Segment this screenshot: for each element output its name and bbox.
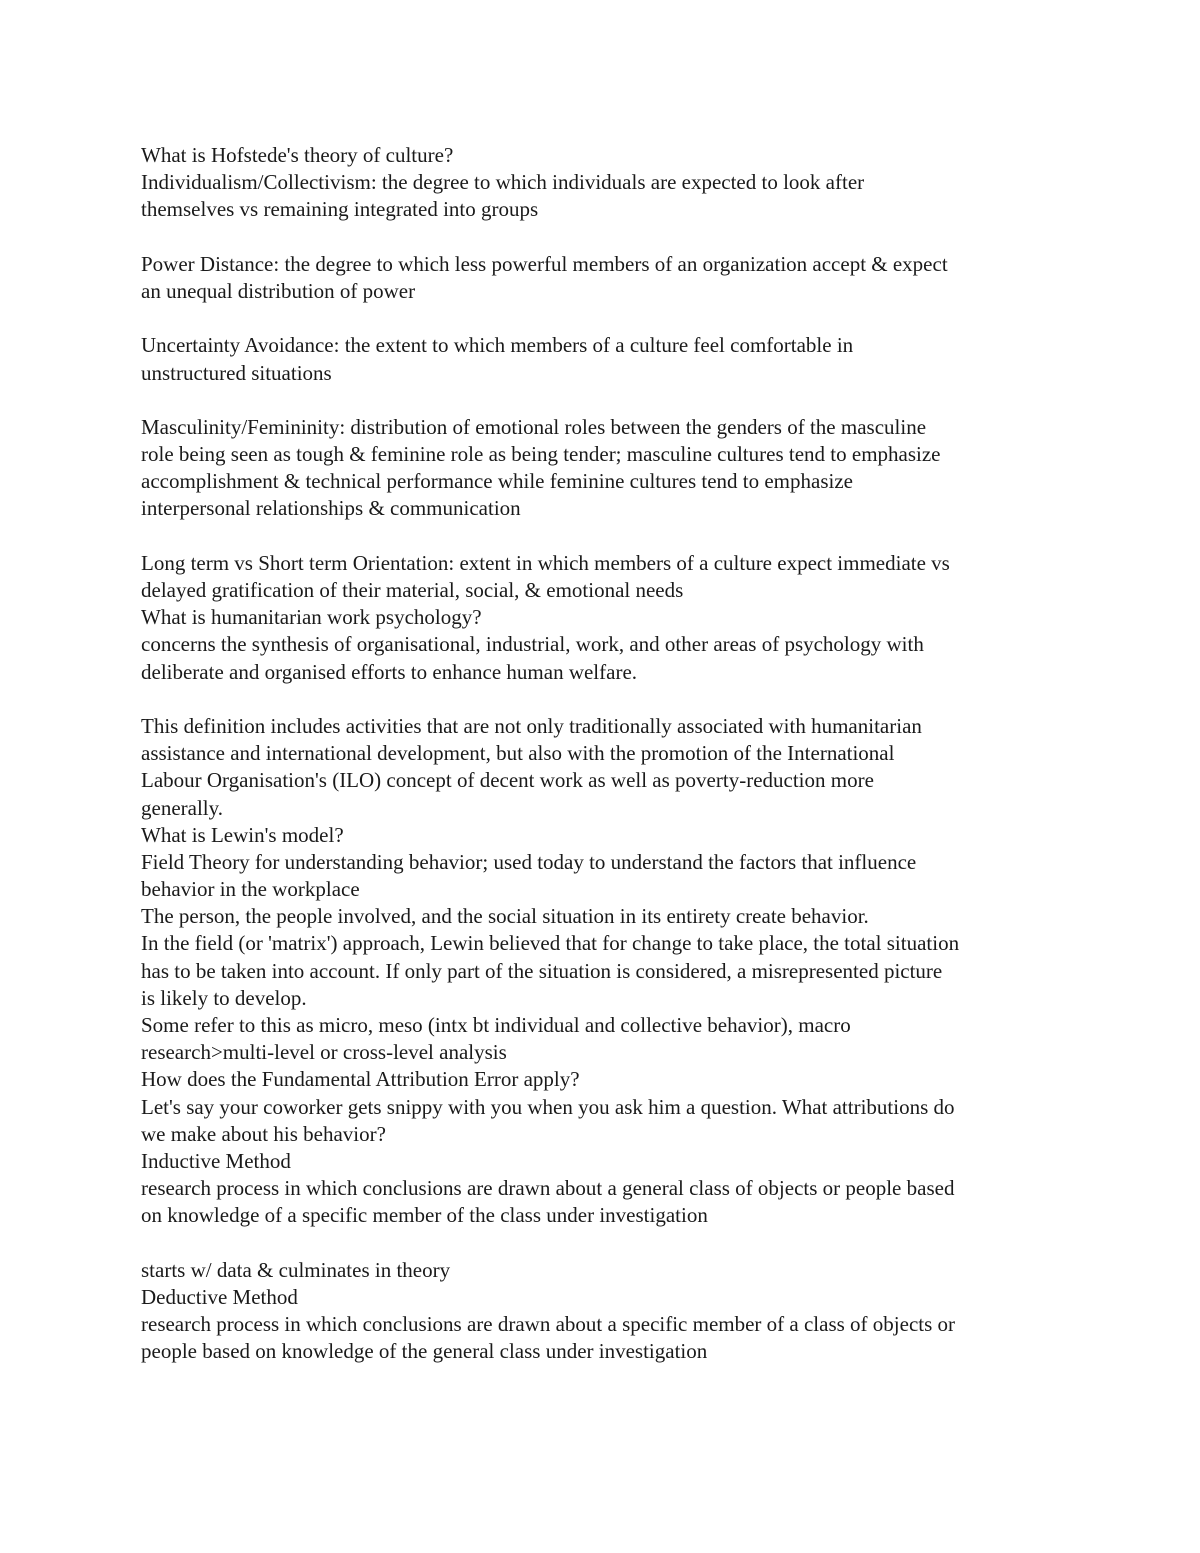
text-line: What is humanitarian work psychology? (141, 605, 482, 630)
text-line: has to be taken into account. If only part of the situation is considered, a misrepresented picture (141, 958, 943, 983)
text-line: Power Distance: the degree to which less powerful members of an organization accept & expect (141, 251, 948, 276)
text-line: concerns the synthesis of organisational, industrial, work, and other areas of psychology with (141, 632, 924, 657)
blank-line (141, 686, 1071, 713)
text-line: Inductive Method (141, 1148, 291, 1173)
text-line: unstructured situations (141, 360, 332, 385)
text-line: assistance and international development, but also with the promotion of the International (141, 741, 895, 766)
text-line: themselves vs remaining integrated into groups (141, 197, 539, 222)
text-line: deliberate and organised efforts to enhance human welfare. (141, 659, 638, 684)
text-line: Let's say your coworker gets snippy with you when you ask him a question. What attributions do (141, 1094, 955, 1119)
text-line: This definition includes activities that are not only traditionally associated with humanitarian (141, 713, 922, 738)
text-line: research>multi-level or cross-level analysis (141, 1040, 507, 1065)
blank-line (141, 305, 1071, 332)
text-line: role being seen as tough & feminine role as being tender; masculine cultures tend to emphasize (141, 442, 941, 467)
text-line: Individualism/Collectivism: the degree to which individuals are expected to look after (141, 170, 865, 195)
text-line: research process in which conclusions are drawn about a general class of objects or people based (141, 1176, 955, 1201)
blank-line (141, 523, 1071, 550)
text-line: people based on knowledge of the general class under investigation (141, 1339, 708, 1364)
text-line: In the field (or 'matrix') approach, Lewin believed that for change to take place, the total situation (141, 931, 960, 956)
text-line: What is Lewin's model? (141, 822, 344, 847)
text-line: we make about his behavior? (141, 1121, 386, 1146)
text-line: delayed gratification of their material, social, & emotional needs (141, 578, 684, 602)
text-line: behavior in the workplace (141, 877, 360, 902)
text-line: research process in which conclusions are drawn about a specific member of a class of objects or (141, 1312, 956, 1337)
text-line: Masculinity/Femininity: distribution of emotional roles between the genders of the masculine (141, 414, 927, 439)
text-line: interpersonal relationships & communication (141, 496, 521, 521)
text-line: Uncertainty Avoidance: the extent to which members of a culture feel comfortable in (141, 333, 854, 358)
text-line: How does the Fundamental Attribution Error apply? (141, 1067, 580, 1092)
blank-line (141, 387, 1071, 414)
text-line: What is Hofstede's theory of culture? (141, 143, 454, 167)
blank-line (141, 1230, 1071, 1257)
blank-line (141, 224, 1071, 251)
text-line: accomplishment & technical performance while feminine cultures tend to emphasize (141, 469, 853, 494)
text-line: generally. (141, 795, 224, 820)
text-line: Deductive Method (141, 1284, 298, 1309)
text-line: The person, the people involved, and the social situation in its entirety create behavior. (141, 904, 869, 929)
text-line: on knowledge of a specific member of the class under investigation (141, 1203, 708, 1228)
text-line: Labour Organisation's (ILO) concept of decent work as well as poverty-reduction more (141, 768, 874, 793)
document-body (141, 142, 1071, 1365)
text-line: is likely to develop. (141, 985, 307, 1010)
text-line: Long term vs Short term Orientation: extent in which members of a culture expect immediate vs (141, 550, 950, 575)
text-line: Some refer to this as micro, meso (intx bt individual and collective behavior), macro (141, 1013, 851, 1037)
text-line: starts w/ data & culminates in theory (141, 1257, 451, 1282)
text-line: an unequal distribution of power (141, 278, 416, 303)
text-line: Field Theory for understanding behavior; used today to understand the factors that influence (141, 849, 917, 874)
